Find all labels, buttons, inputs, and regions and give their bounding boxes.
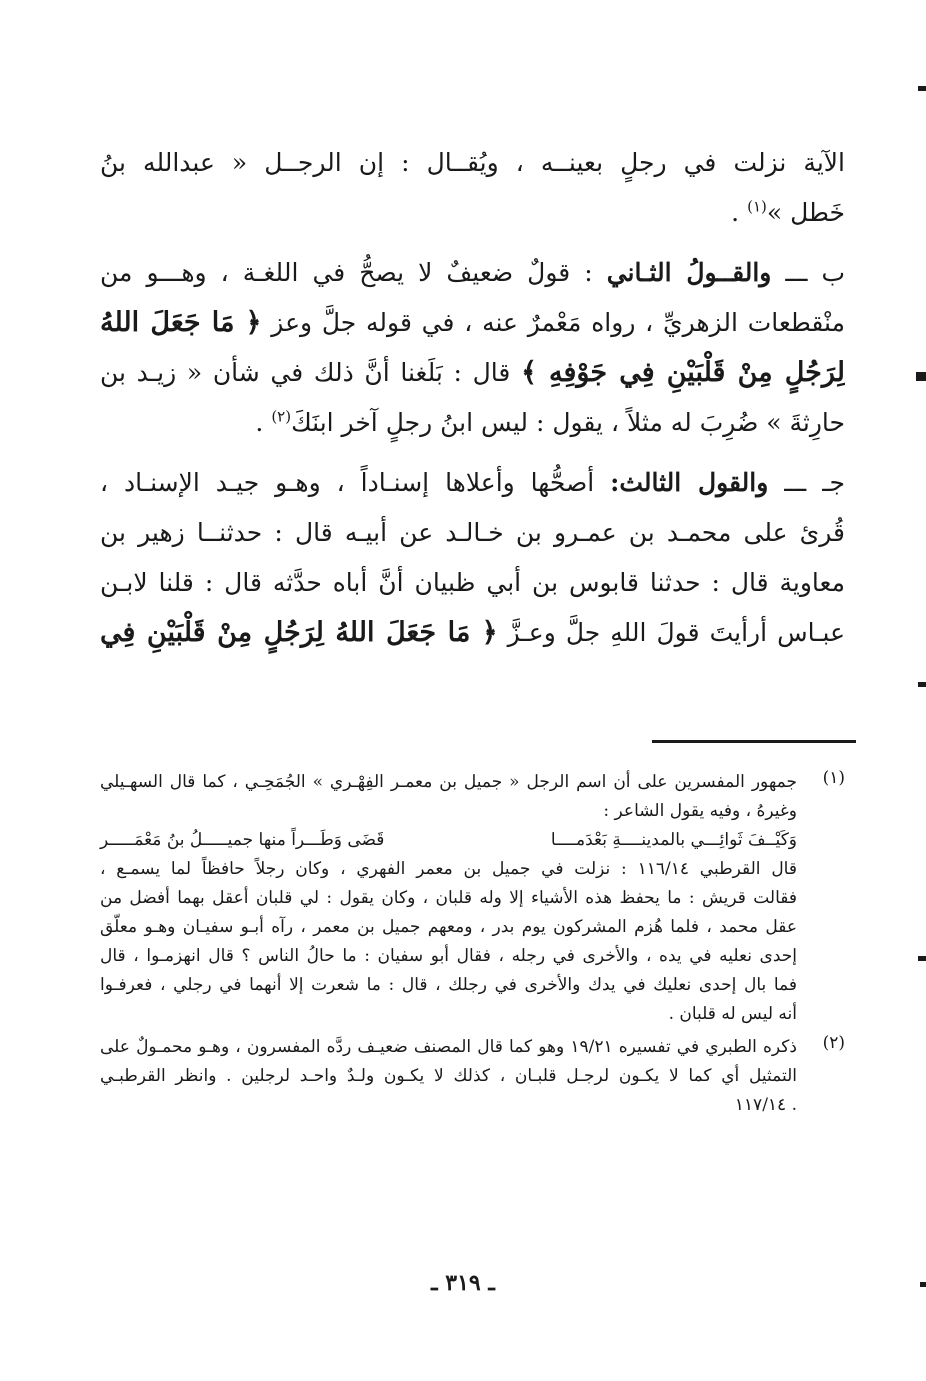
scan-mark: [918, 86, 926, 91]
footnote-1: [100, 768, 845, 1029]
quran-verse: ﴿ مَا جَعَلَ اللهُ: [100, 307, 262, 338]
text-line: لِرَجُلٍ مِنْ قَلْبَيْنِ فِي جَوْفِهِ ﴾ قال : بَلَغنا أنَّ ذلك في شأن « زيـد بن: [100, 357, 845, 388]
text-line: ب ـــ والقــولُ الثـاني : قولٌ ضعيفٌ لا يصحُّ في اللغـة ، وهـــو من: [100, 258, 845, 287]
poetry-verse: [100, 826, 797, 855]
footnote-line: فقالت قريش : ما يحفظ هذه الأشياء إلا وله قلبان ، وكان يقول : لي قلبان أعقل بهما أفضل من: [100, 888, 797, 908]
quran-verse: لِرَجُلٍ مِنْ قَلْبَيْنِ فِي جَوْفِهِ ﴾: [521, 357, 845, 388]
footnote-line: عقل محمد ، فلما هُزم المشركون يوم بدر ، ومعهم جميل بن معمر ، رآه أبـو سفيـان وهـو معلّق: [100, 917, 797, 937]
text-line: منْقطعات الزهريِّ ، رواه مَعْمرٌ عنه ، في قوله جلَّ وعز ﴿ مَا جَعَلَ اللهُ: [100, 307, 845, 338]
quran-verse: ﴿ مَا جَعَلَ اللهُ لِرَجُلٍ مِنْ قَلْبَيْنِ فِي: [100, 617, 498, 648]
footnote-line: . ١١٧/١٤: [734, 1095, 797, 1115]
footnote-line: قال القرطبي ١١٦/١٤ : نزلت في جميل بن معمر الفهري ، وكان رجلاً حافظاً لما يسمـع ،: [100, 859, 797, 879]
verse-hemistich-left: قَضَى وَطَـــراً منها جميـــــلُ بنُ مَعْمَـــــر: [100, 830, 385, 850]
footnote-ref[interactable]: (١): [747, 197, 767, 216]
footnote-ref[interactable]: (٢): [271, 407, 292, 426]
main-text: [100, 138, 845, 658]
scan-mark: [920, 1282, 926, 1287]
footnote-line: أنه ليس له قلبان .: [668, 1004, 797, 1024]
footnote-line: وغيرهُ ، وفيه يقول الشاعر :: [603, 801, 797, 821]
verse-hemistich-right: وَكَيْــفَ ثَوائِـــي بالمدينــــةِ بَعْدَمــــا: [550, 830, 797, 850]
footnotes: [100, 768, 845, 1120]
text-line: قُرئ على محمـد بن عمـرو بن خـالـد عن أبيـه قال : حدثنــا زهير بن: [100, 518, 845, 547]
text-line: جـ ـــ والقول الثالث: أصحُّها وأعلاها إسنـاداً ، وهـو جيـد الإسنـاد ،: [100, 468, 845, 497]
section-heading: والقــولُ الثـاني: [606, 258, 772, 287]
footnote-separator: [652, 740, 856, 743]
section-heading: والقول الثالث:: [610, 468, 769, 497]
text-line: حارِثةَ » ضُرِبَ له مثلاً ، يقول : ليس ابنُ رجلٍ آخر ابنَكَ$^{(٢)}$ .: [255, 407, 845, 437]
text-line: خَطل »$^{(١)}$ .: [731, 197, 845, 227]
footnote-line: جمهور المفسرين على أن اسم الرجل « جميل بن معمـر الفِهْـري » الجُمَحِـي ، كما قال السهـيلي: [100, 772, 797, 792]
footnote-2: [100, 1033, 845, 1120]
footnote-number: (١): [822, 768, 845, 788]
footnote-line: إحدى نعليه في يده ، والأخرى في رجله ، فقال أبو سفيان : ما حالُ الناس ؟ قال انهزمـوا ، قال: [100, 946, 797, 966]
footnote-line: التمثيل أي كما لا يكـون لرجـل قلبـان ، كذلك لا يكـون ولـدٌ واحـد لرجلين . وانظر القرطبـي: [100, 1066, 797, 1086]
page-number: ـ ٣١٩ ـ: [431, 1270, 495, 1296]
text-line: الآية نزلت في رجلٍ بعينــه ، ويُقــال : إن الرجــل « عبدالله بنُ: [100, 148, 845, 177]
text-line: عبـاس أرأيتَ قولَ اللهِ جلَّ وعـزَّ ﴿ مَا جَعَلَ اللهُ لِرَجُلٍ مِنْ قَلْبَيْنِ فِي: [100, 617, 845, 648]
text-line: معاوية قال : حدثنا قابوس بن أبي ظبيان أنَّ أباه حدَّثه قال : قلنا لابـن: [100, 568, 845, 597]
scan-mark: [918, 956, 926, 961]
scan-mark: [916, 372, 926, 381]
footnote-line: ذكره الطبري في تفسيره ١٩/٢١ وهو كما قال المصنف ضعيـف ردَّه المفسرون ، وهـو محمـولٌ على: [100, 1037, 797, 1057]
footnote-number: (٢): [822, 1033, 845, 1053]
footnote-line: فما بال إحدى نعليك في يدك والأخرى في رجلك ، قال : ما شعرت إلا أنهما في رجلي ، فعرفـوا: [100, 975, 797, 995]
scan-mark: [918, 682, 926, 687]
